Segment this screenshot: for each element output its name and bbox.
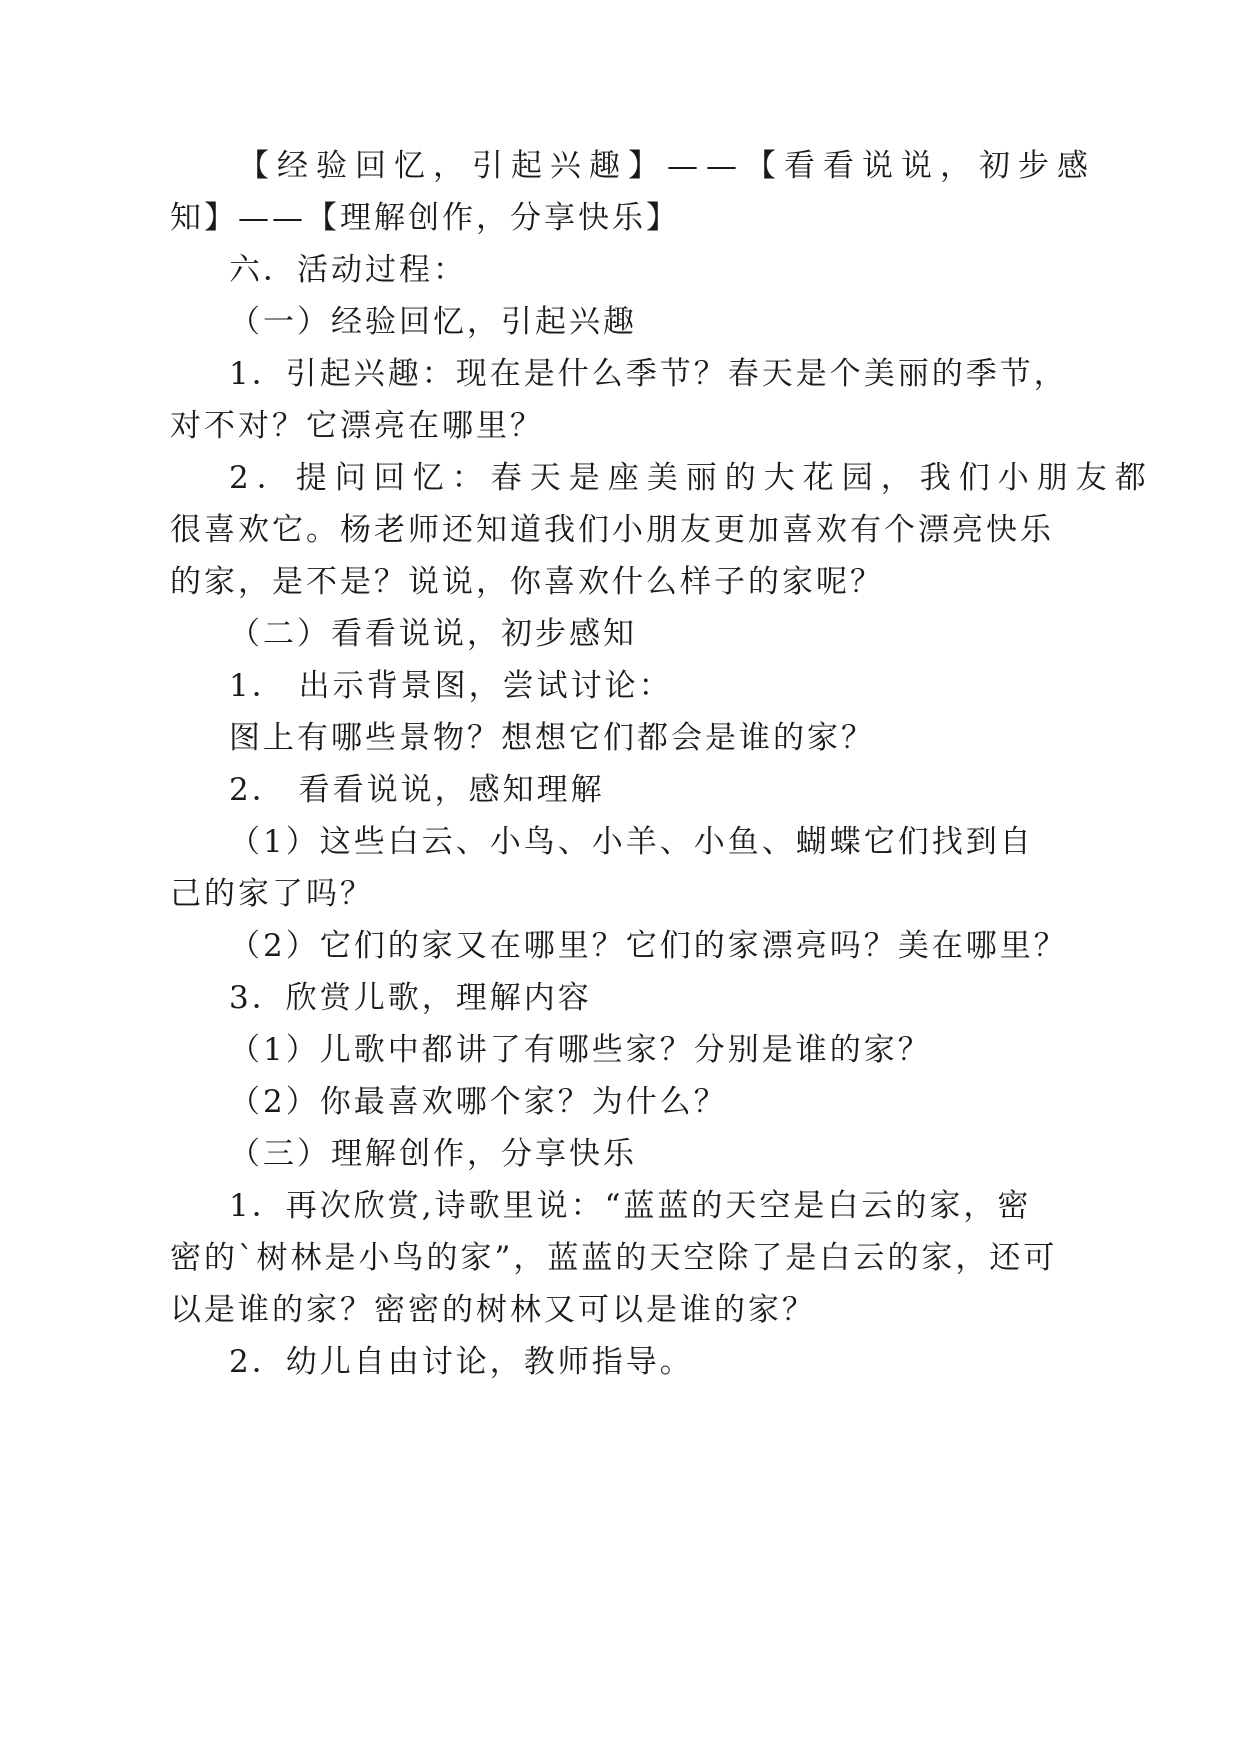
item-b3-q1-line: （1）儿歌中都讲了有哪些家？分别是谁的家？ bbox=[229, 1032, 932, 1068]
item-b2-q2-line: （2）它们的家又在哪里？它们的家漂亮吗？美在哪里？ bbox=[229, 928, 1068, 964]
subheading-part-one: （一）经验回忆，引起兴趣 bbox=[229, 304, 637, 340]
item-b1-question: 图上有哪些景物？想想它们都会是谁的家？ bbox=[229, 720, 875, 756]
subheading-part-three: （三）理解创作，分享快乐 bbox=[229, 1136, 637, 1172]
item-b3-line: 3．欣赏儿歌，理解内容 bbox=[229, 980, 592, 1016]
item-b3-q2-line: （2）你最喜欢哪个家？为什么？ bbox=[229, 1084, 728, 1120]
paragraph-flow-line-1: 【经验回忆，引起兴趣】——【看看说说，初步感 bbox=[238, 148, 1096, 184]
item-c1-line-2: 密的`树林是小鸟的家”，蓝蓝的天空除了是白云的家，还可 bbox=[170, 1240, 1058, 1276]
item-b2-q1-line-2: 己的家了吗？ bbox=[170, 876, 374, 912]
item-c2-line: 2．幼儿自由讨论，教师指导。 bbox=[229, 1344, 694, 1380]
item-1-line-1: 1．引起兴趣：现在是什么季节？春天是个美丽的季节， bbox=[229, 356, 1068, 392]
item-b2-q1-line-1: （1）这些白云、小鸟、小羊、小鱼、蝴蝶它们找到自 bbox=[229, 824, 1034, 860]
section-heading-activity-process: 六．活动过程： bbox=[229, 252, 467, 288]
item-2-line-3: 的家，是不是？说说，你喜欢什么样子的家呢？ bbox=[170, 564, 884, 600]
paragraph-flow-line-2: 知】——【理解创作，分享快乐】 bbox=[170, 200, 680, 236]
item-b2-line: 2． 看看说说，感知理解 bbox=[229, 772, 605, 808]
item-2-line-1: 2．提问回忆：春天是座美丽的大花园，我们小朋友都 bbox=[229, 460, 1154, 496]
item-b1-line: 1． 出示背景图，尝试讨论： bbox=[229, 668, 673, 704]
item-2-line-2: 很喜欢它。杨老师还知道我们小朋友更加喜欢有个漂亮快乐 bbox=[170, 512, 1054, 548]
subheading-part-two: （二）看看说说，初步感知 bbox=[229, 616, 637, 652]
item-c1-line-1: 1．再次欣赏,诗歌里说：“蓝蓝的天空是白云的家，密 bbox=[229, 1188, 1032, 1224]
item-c1-line-3: 以是谁的家？密密的树林又可以是谁的家？ bbox=[170, 1292, 816, 1328]
item-1-line-2: 对不对？它漂亮在哪里？ bbox=[170, 408, 544, 444]
